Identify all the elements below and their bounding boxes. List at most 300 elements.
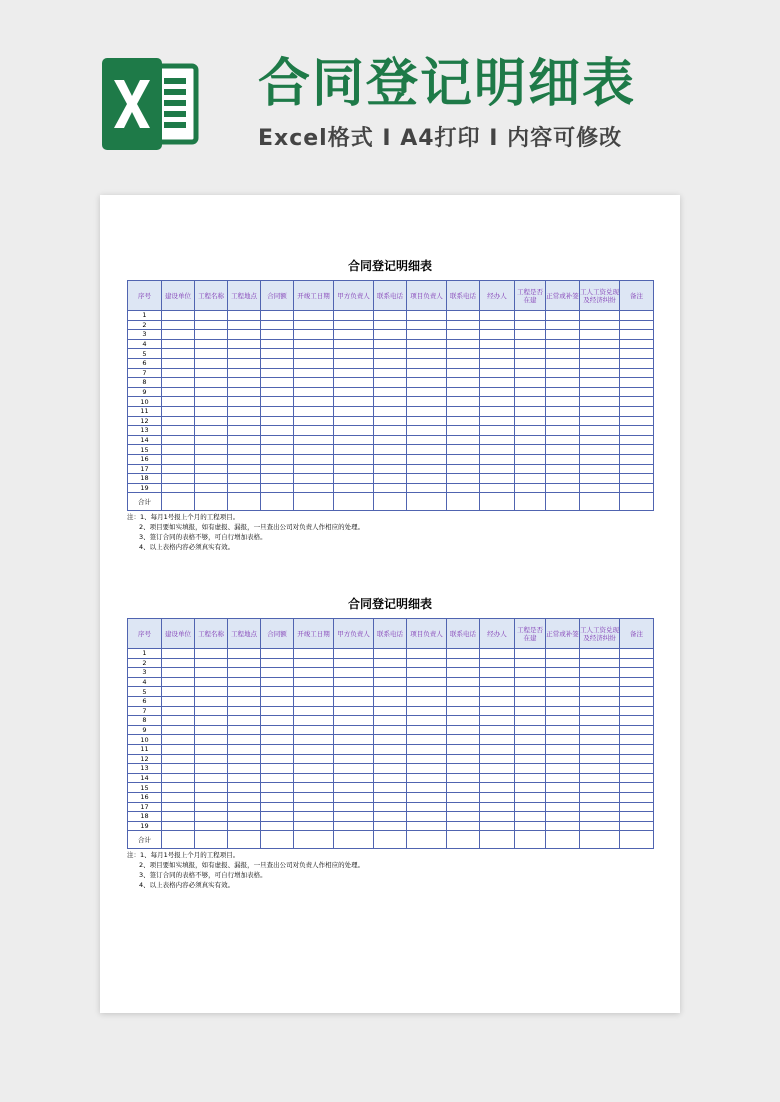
table-cell[interactable] (228, 696, 261, 706)
table-cell[interactable] (334, 406, 374, 416)
table-cell[interactable] (407, 802, 447, 812)
table-cell[interactable] (480, 435, 515, 445)
table-cell[interactable] (515, 493, 546, 511)
table-cell[interactable] (546, 687, 580, 697)
table-cell[interactable] (195, 330, 228, 340)
table-cell[interactable] (447, 802, 480, 812)
table-cell[interactable] (480, 792, 515, 802)
table-cell[interactable] (620, 416, 654, 426)
table-cell[interactable] (546, 754, 580, 764)
table-cell[interactable] (407, 696, 447, 706)
table-cell[interactable] (580, 387, 620, 397)
table-cell[interactable] (195, 783, 228, 793)
table-cell[interactable] (374, 464, 407, 474)
table-cell[interactable] (294, 474, 334, 484)
table-cell[interactable] (195, 744, 228, 754)
table-cell[interactable] (580, 658, 620, 668)
table-cell[interactable] (374, 716, 407, 726)
table-cell[interactable] (374, 783, 407, 793)
table-cell[interactable] (228, 773, 261, 783)
table-cell[interactable] (546, 416, 580, 426)
table-cell[interactable] (294, 831, 334, 849)
table-cell[interactable] (261, 349, 294, 359)
table-cell[interactable] (620, 687, 654, 697)
table-cell[interactable] (515, 773, 546, 783)
table-cell[interactable] (294, 454, 334, 464)
table-cell[interactable] (447, 754, 480, 764)
table-cell[interactable] (515, 416, 546, 426)
table-cell[interactable] (546, 445, 580, 455)
table-cell[interactable] (620, 658, 654, 668)
table-cell[interactable] (546, 474, 580, 484)
table-cell[interactable] (162, 773, 195, 783)
table-cell[interactable] (162, 696, 195, 706)
table-cell[interactable] (294, 397, 334, 407)
table-cell[interactable] (546, 783, 580, 793)
table-cell[interactable] (195, 349, 228, 359)
table-cell[interactable] (480, 464, 515, 474)
table-cell[interactable] (195, 706, 228, 716)
table-cell[interactable] (447, 744, 480, 754)
table-cell[interactable] (334, 706, 374, 716)
table-cell[interactable] (334, 649, 374, 659)
table-cell[interactable] (620, 464, 654, 474)
table-cell[interactable] (546, 378, 580, 388)
table-cell[interactable] (546, 649, 580, 659)
table-cell[interactable] (195, 649, 228, 659)
table-cell[interactable] (374, 330, 407, 340)
table-cell[interactable] (447, 831, 480, 849)
table-cell[interactable] (407, 330, 447, 340)
table-cell[interactable] (195, 792, 228, 802)
table-cell[interactable] (294, 706, 334, 716)
table-cell[interactable] (294, 792, 334, 802)
table-cell[interactable] (447, 368, 480, 378)
table-cell[interactable] (447, 416, 480, 426)
table-cell[interactable] (515, 378, 546, 388)
table-cell[interactable] (407, 687, 447, 697)
table-cell[interactable] (374, 387, 407, 397)
table-cell[interactable] (447, 821, 480, 831)
table-cell[interactable] (195, 474, 228, 484)
table-cell[interactable] (480, 716, 515, 726)
table-cell[interactable] (195, 821, 228, 831)
table-cell[interactable] (261, 339, 294, 349)
table-cell[interactable] (620, 716, 654, 726)
table-cell[interactable] (162, 483, 195, 493)
table-cell[interactable] (195, 445, 228, 455)
table-cell[interactable] (294, 311, 334, 321)
table-cell[interactable] (480, 677, 515, 687)
table-cell[interactable] (580, 349, 620, 359)
table-cell[interactable] (480, 668, 515, 678)
table-cell[interactable] (580, 358, 620, 368)
table-cell[interactable] (620, 802, 654, 812)
table-cell[interactable] (620, 454, 654, 464)
table-cell[interactable] (294, 696, 334, 706)
table-cell[interactable] (620, 706, 654, 716)
table-cell[interactable] (374, 764, 407, 774)
table-cell[interactable] (162, 658, 195, 668)
table-cell[interactable] (261, 435, 294, 445)
table-cell[interactable] (480, 764, 515, 774)
table-cell[interactable] (546, 454, 580, 464)
table-cell[interactable] (515, 445, 546, 455)
table-cell[interactable] (334, 426, 374, 436)
table-cell[interactable] (407, 474, 447, 484)
table-cell[interactable] (334, 725, 374, 735)
table-cell[interactable] (162, 764, 195, 774)
table-cell[interactable] (162, 687, 195, 697)
table-cell[interactable] (228, 493, 261, 511)
table-cell[interactable] (334, 687, 374, 697)
table-cell[interactable] (162, 831, 195, 849)
table-cell[interactable] (515, 706, 546, 716)
table-cell[interactable] (447, 483, 480, 493)
table-cell[interactable] (334, 368, 374, 378)
table-cell[interactable] (374, 474, 407, 484)
table-cell[interactable] (195, 812, 228, 822)
table-cell[interactable] (407, 464, 447, 474)
table-cell[interactable] (228, 445, 261, 455)
table-cell[interactable] (620, 426, 654, 436)
table-cell[interactable] (447, 349, 480, 359)
table-cell[interactable] (515, 320, 546, 330)
table-cell[interactable] (195, 397, 228, 407)
table-cell[interactable] (261, 358, 294, 368)
table-cell[interactable] (195, 773, 228, 783)
table-cell[interactable] (480, 349, 515, 359)
table-cell[interactable] (407, 792, 447, 802)
table-cell[interactable] (447, 773, 480, 783)
table-cell[interactable] (261, 387, 294, 397)
table-cell[interactable] (228, 725, 261, 735)
table-cell[interactable] (407, 454, 447, 464)
table-cell[interactable] (407, 435, 447, 445)
table-cell[interactable] (334, 783, 374, 793)
table-cell[interactable] (261, 773, 294, 783)
table-cell[interactable] (620, 649, 654, 659)
table-cell[interactable] (195, 677, 228, 687)
table-cell[interactable] (580, 764, 620, 774)
table-cell[interactable] (515, 821, 546, 831)
table-cell[interactable] (334, 812, 374, 822)
table-cell[interactable] (228, 378, 261, 388)
table-cell[interactable] (228, 368, 261, 378)
table-cell[interactable] (162, 416, 195, 426)
table-cell[interactable] (546, 764, 580, 774)
table-cell[interactable] (620, 831, 654, 849)
table-cell[interactable] (407, 649, 447, 659)
table-cell[interactable] (195, 320, 228, 330)
table-cell[interactable] (546, 725, 580, 735)
table-cell[interactable] (162, 397, 195, 407)
table-cell[interactable] (620, 677, 654, 687)
table-cell[interactable] (480, 483, 515, 493)
table-cell[interactable] (480, 744, 515, 754)
table-cell[interactable] (162, 677, 195, 687)
table-cell[interactable] (294, 320, 334, 330)
table-cell[interactable] (515, 339, 546, 349)
table-cell[interactable] (580, 339, 620, 349)
table-cell[interactable] (620, 406, 654, 416)
table-cell[interactable] (334, 831, 374, 849)
table-cell[interactable] (261, 706, 294, 716)
table-cell[interactable] (447, 320, 480, 330)
table-cell[interactable] (162, 474, 195, 484)
table-cell[interactable] (580, 406, 620, 416)
table-cell[interactable] (620, 783, 654, 793)
table-cell[interactable] (515, 696, 546, 706)
table-cell[interactable] (294, 483, 334, 493)
table-cell[interactable] (261, 716, 294, 726)
table-cell[interactable] (580, 445, 620, 455)
table-cell[interactable] (334, 744, 374, 754)
table-cell[interactable] (162, 330, 195, 340)
table-cell[interactable] (334, 474, 374, 484)
table-cell[interactable] (162, 735, 195, 745)
table-cell[interactable] (374, 792, 407, 802)
table-cell[interactable] (546, 368, 580, 378)
table-cell[interactable] (620, 821, 654, 831)
table-cell[interactable] (228, 426, 261, 436)
table-cell[interactable] (447, 454, 480, 464)
table-cell[interactable] (407, 397, 447, 407)
table-cell[interactable] (162, 744, 195, 754)
table-cell[interactable] (294, 716, 334, 726)
table-cell[interactable] (620, 792, 654, 802)
table-cell[interactable] (374, 744, 407, 754)
table-cell[interactable] (480, 311, 515, 321)
table-cell[interactable] (162, 716, 195, 726)
table-cell[interactable] (228, 658, 261, 668)
table-cell[interactable] (546, 696, 580, 706)
table-cell[interactable] (162, 706, 195, 716)
table-cell[interactable] (447, 406, 480, 416)
table-cell[interactable] (580, 397, 620, 407)
table-cell[interactable] (195, 735, 228, 745)
table-cell[interactable] (580, 320, 620, 330)
table-cell[interactable] (374, 649, 407, 659)
table-cell[interactable] (515, 677, 546, 687)
table-cell[interactable] (294, 416, 334, 426)
table-cell[interactable] (407, 677, 447, 687)
table-cell[interactable] (294, 764, 334, 774)
table-cell[interactable] (620, 696, 654, 706)
table-cell[interactable] (480, 378, 515, 388)
table-cell[interactable] (195, 802, 228, 812)
table-cell[interactable] (228, 358, 261, 368)
table-cell[interactable] (228, 435, 261, 445)
table-cell[interactable] (580, 474, 620, 484)
table-cell[interactable] (546, 735, 580, 745)
table-cell[interactable] (162, 464, 195, 474)
table-cell[interactable] (580, 435, 620, 445)
table-cell[interactable] (620, 368, 654, 378)
table-cell[interactable] (546, 812, 580, 822)
table-cell[interactable] (162, 812, 195, 822)
table-cell[interactable] (480, 454, 515, 464)
table-cell[interactable] (447, 397, 480, 407)
table-cell[interactable] (515, 831, 546, 849)
table-cell[interactable] (261, 416, 294, 426)
table-cell[interactable] (228, 831, 261, 849)
table-cell[interactable] (580, 454, 620, 464)
table-cell[interactable] (480, 831, 515, 849)
table-cell[interactable] (580, 773, 620, 783)
table-cell[interactable] (294, 773, 334, 783)
table-cell[interactable] (407, 378, 447, 388)
table-cell[interactable] (374, 454, 407, 464)
table-cell[interactable] (261, 454, 294, 464)
table-cell[interactable] (374, 378, 407, 388)
table-cell[interactable] (162, 387, 195, 397)
table-cell[interactable] (334, 378, 374, 388)
table-cell[interactable] (294, 677, 334, 687)
table-cell[interactable] (228, 792, 261, 802)
table-cell[interactable] (580, 706, 620, 716)
table-cell[interactable] (374, 320, 407, 330)
table-cell[interactable] (546, 677, 580, 687)
table-cell[interactable] (447, 474, 480, 484)
table-cell[interactable] (334, 349, 374, 359)
table-cell[interactable] (195, 406, 228, 416)
table-cell[interactable] (620, 744, 654, 754)
table-cell[interactable] (294, 426, 334, 436)
table-cell[interactable] (407, 426, 447, 436)
table-cell[interactable] (546, 744, 580, 754)
table-cell[interactable] (447, 387, 480, 397)
table-cell[interactable] (228, 812, 261, 822)
table-cell[interactable] (580, 677, 620, 687)
table-cell[interactable] (294, 330, 334, 340)
table-cell[interactable] (447, 330, 480, 340)
table-cell[interactable] (515, 649, 546, 659)
table-cell[interactable] (407, 744, 447, 754)
table-cell[interactable] (407, 368, 447, 378)
table-cell[interactable] (546, 668, 580, 678)
table-cell[interactable] (546, 802, 580, 812)
table-cell[interactable] (580, 368, 620, 378)
table-cell[interactable] (546, 716, 580, 726)
table-cell[interactable] (480, 706, 515, 716)
table-cell[interactable] (580, 378, 620, 388)
table-cell[interactable] (620, 773, 654, 783)
table-cell[interactable] (261, 812, 294, 822)
table-cell[interactable] (620, 735, 654, 745)
table-cell[interactable] (374, 696, 407, 706)
table-cell[interactable] (407, 349, 447, 359)
table-cell[interactable] (162, 426, 195, 436)
table-cell[interactable] (515, 464, 546, 474)
table-cell[interactable] (480, 416, 515, 426)
table-cell[interactable] (261, 754, 294, 764)
table-cell[interactable] (195, 831, 228, 849)
table-cell[interactable] (228, 387, 261, 397)
table-cell[interactable] (546, 387, 580, 397)
table-cell[interactable] (546, 358, 580, 368)
table-cell[interactable] (261, 792, 294, 802)
table-cell[interactable] (480, 320, 515, 330)
table-cell[interactable] (334, 445, 374, 455)
table-cell[interactable] (580, 831, 620, 849)
table-cell[interactable] (546, 349, 580, 359)
table-cell[interactable] (334, 677, 374, 687)
table-cell[interactable] (407, 311, 447, 321)
table-cell[interactable] (580, 426, 620, 436)
table-cell[interactable] (447, 668, 480, 678)
table-cell[interactable] (580, 821, 620, 831)
table-cell[interactable] (261, 696, 294, 706)
table-cell[interactable] (447, 735, 480, 745)
table-cell[interactable] (294, 783, 334, 793)
table-cell[interactable] (407, 812, 447, 822)
table-cell[interactable] (515, 358, 546, 368)
table-cell[interactable] (228, 783, 261, 793)
table-cell[interactable] (580, 744, 620, 754)
table-cell[interactable] (407, 445, 447, 455)
table-cell[interactable] (546, 320, 580, 330)
table-cell[interactable] (407, 320, 447, 330)
table-cell[interactable] (261, 397, 294, 407)
table-cell[interactable] (228, 706, 261, 716)
table-cell[interactable] (334, 387, 374, 397)
table-cell[interactable] (407, 668, 447, 678)
table-cell[interactable] (195, 483, 228, 493)
table-cell[interactable] (374, 368, 407, 378)
table-cell[interactable] (515, 754, 546, 764)
table-cell[interactable] (195, 378, 228, 388)
table-cell[interactable] (334, 792, 374, 802)
table-cell[interactable] (480, 812, 515, 822)
table-cell[interactable] (228, 464, 261, 474)
table-cell[interactable] (228, 416, 261, 426)
table-cell[interactable] (515, 668, 546, 678)
table-cell[interactable] (407, 773, 447, 783)
table-cell[interactable] (162, 754, 195, 764)
table-cell[interactable] (480, 358, 515, 368)
table-cell[interactable] (261, 802, 294, 812)
table-cell[interactable] (620, 358, 654, 368)
table-cell[interactable] (546, 493, 580, 511)
table-cell[interactable] (374, 706, 407, 716)
table-cell[interactable] (480, 773, 515, 783)
table-cell[interactable] (228, 754, 261, 764)
table-cell[interactable] (407, 764, 447, 774)
table-cell[interactable] (261, 406, 294, 416)
table-cell[interactable] (580, 668, 620, 678)
table-cell[interactable] (261, 783, 294, 793)
table-cell[interactable] (195, 426, 228, 436)
table-cell[interactable] (228, 802, 261, 812)
table-cell[interactable] (447, 649, 480, 659)
table-cell[interactable] (294, 754, 334, 764)
table-cell[interactable] (294, 649, 334, 659)
table-cell[interactable] (580, 416, 620, 426)
table-cell[interactable] (580, 649, 620, 659)
table-cell[interactable] (334, 802, 374, 812)
table-cell[interactable] (228, 744, 261, 754)
table-cell[interactable] (334, 754, 374, 764)
table-cell[interactable] (334, 668, 374, 678)
table-cell[interactable] (294, 349, 334, 359)
table-cell[interactable] (407, 339, 447, 349)
table-cell[interactable] (515, 330, 546, 340)
table-cell[interactable] (546, 330, 580, 340)
table-cell[interactable] (620, 387, 654, 397)
table-cell[interactable] (374, 397, 407, 407)
table-cell[interactable] (620, 725, 654, 735)
